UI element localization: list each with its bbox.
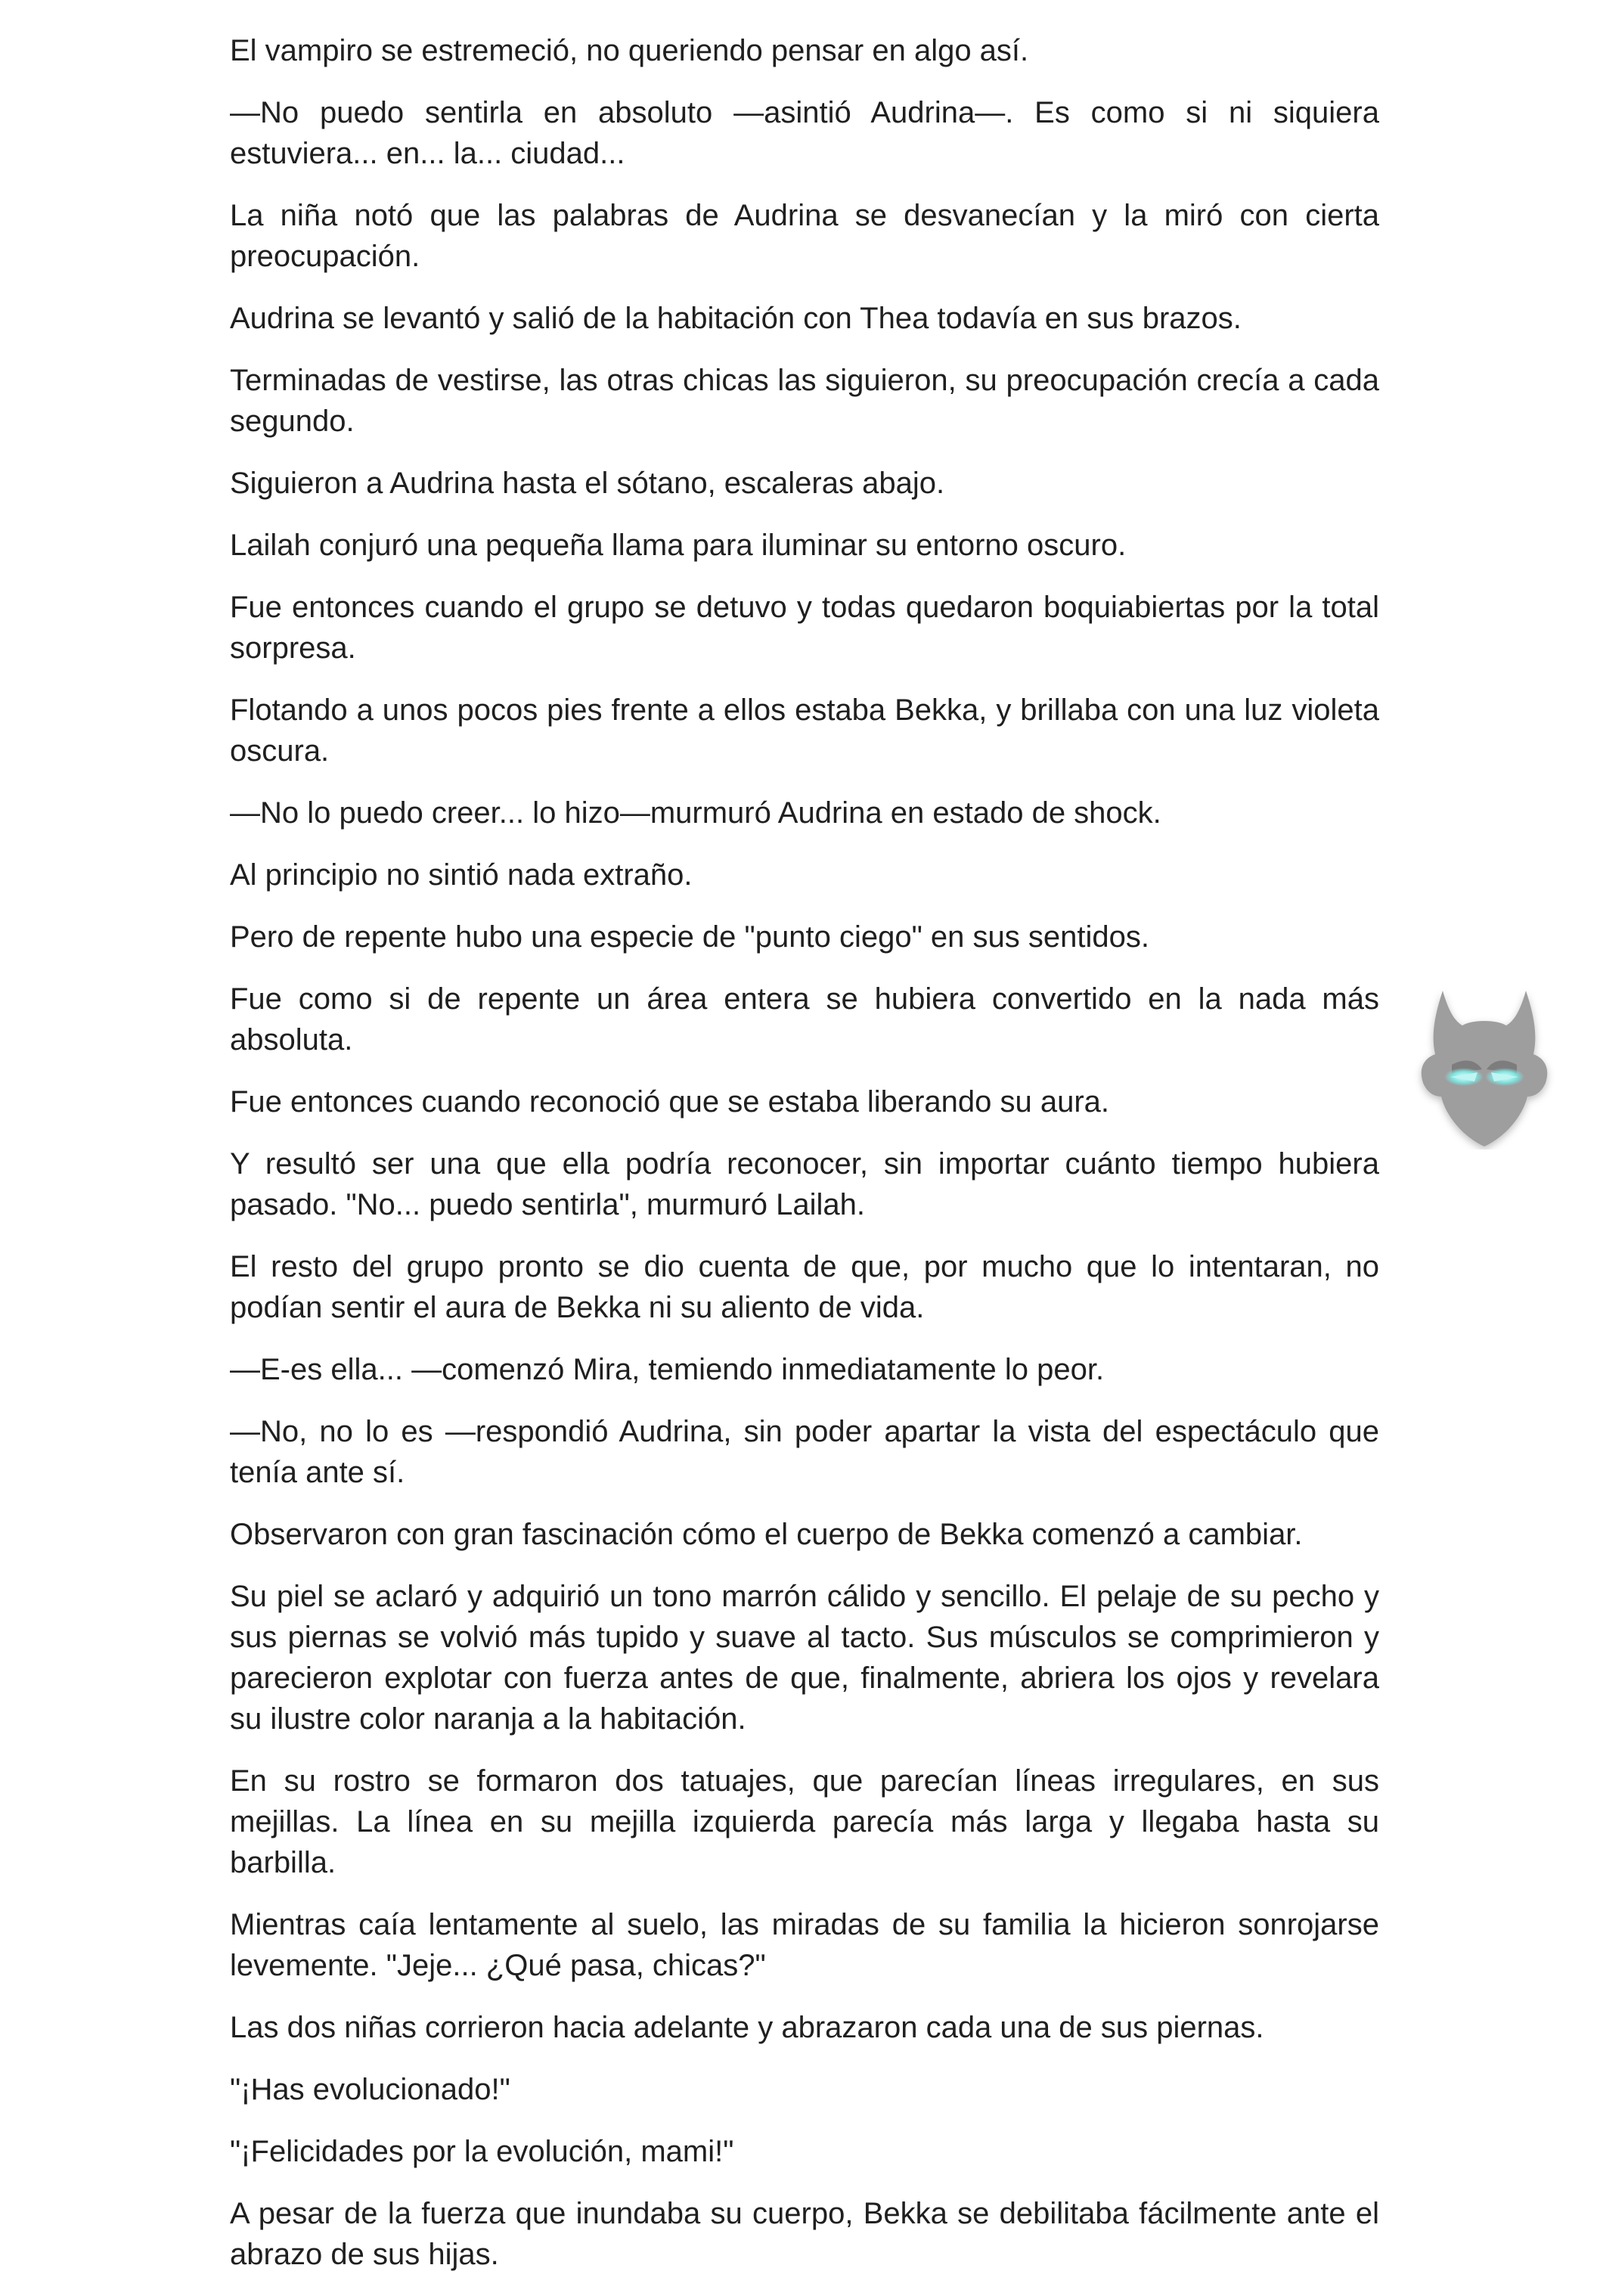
- paragraph: Su piel se aclaró y adquirió un tono marrón cálido y sencillo. El pelaje de su pecho y sus piernas se volvió más tupido y suave al tacto. Sus músculos se comprimieron y parecieron explotar con fuerza antes de que, finalmente, abriera los ojos y revelara su ilustre color naranja a la habitación.: [230, 1580, 1379, 1736]
- paragraph: En su rostro se formaron dos tatuajes, que parecían líneas irregulares, en sus mejillas. La línea en su mejilla izquierda parecía más larga y llegaba hasta su barbilla.: [230, 1764, 1379, 1879]
- text-column: [230, 30, 1379, 2296]
- paragraph: La niña notó que las palabras de Audrina se desvanecían y la miró con cierta preocupación.: [230, 199, 1379, 273]
- paragraph: Fue entonces cuando el grupo se detuvo y todas quedaron boquiabiertas por la total sorpresa.: [230, 591, 1379, 665]
- paragraph: Fue entonces cuando reconoció que se estaba liberando su aura.: [230, 1085, 1110, 1119]
- paragraph: Y resultó ser una que ella podría reconocer, sin importar cuánto tiempo hubiera pasado. "No... puedo sentirla", murmuró Lailah.: [230, 1147, 1379, 1221]
- paragraph: —No lo puedo creer... lo hizo—murmuró Audrina en estado de shock.: [230, 796, 1161, 830]
- paragraph: Terminadas de vestirse, las otras chicas las siguieron, su preocupación crecía a cada segundo.: [230, 364, 1379, 438]
- paragraph: —E-es ella... —comenzó Mira, temiendo inmediatamente lo peor.: [230, 1353, 1105, 1386]
- paragraph: Audrina se levantó y salió de la habitación con Thea todavía en sus brazos.: [230, 302, 1242, 335]
- paragraph: Al principio no sintió nada extraño.: [230, 858, 693, 892]
- paragraph: Observaron con gran fascinación cómo el cuerpo de Bekka comenzó a cambiar.: [230, 1518, 1303, 1551]
- paragraph: Siguieron a Audrina hasta el sótano, escaleras abajo.: [230, 467, 945, 500]
- paragraph: Las dos niñas corrieron hacia adelante y abrazaron cada una de sus piernas.: [230, 2011, 1264, 2044]
- paragraph: Mientras caía lentamente al suelo, las miradas de su familia la hicieron sonrojarse levemente. "Jeje... ¿Qué pasa, chicas?": [230, 1908, 1379, 1982]
- paragraph: "¡Felicidades por la evolución, mami!": [230, 2135, 734, 2168]
- paragraph: Flotando a unos pocos pies frente a ellos estaba Bekka, y brillaba con una luz violeta oscura.: [230, 693, 1379, 768]
- paragraph: El vampiro se estremeció, no queriendo pensar en algo así.: [230, 34, 1029, 67]
- paragraph: Lailah conjuró una pequeña llama para iluminar su entorno oscuro.: [230, 529, 1127, 562]
- paragraph: —No, no lo es —respondió Audrina, sin poder apartar la vista del espectáculo que tenía ante sí.: [230, 1415, 1379, 1489]
- paragraph: A pesar de la fuerza que inundaba su cuerpo, Bekka se debilitaba fácilmente ante el abrazo de sus hijas.: [230, 2197, 1379, 2271]
- paragraph: —No puedo sentirla en absoluto —asintió Audrina—. Es como si ni siquiera estuviera... en... la... ciudad...: [230, 96, 1379, 170]
- paragraph: "¡Has evolucionado!": [230, 2073, 510, 2106]
- paragraph: Pero de repente hubo una especie de "punto ciego" en sus sentidos.: [230, 920, 1149, 954]
- demon-head-icon: [1412, 976, 1556, 1150]
- paragraph: Fue como si de repente un área entera se hubiera convertido en la nada más absoluta.: [230, 982, 1379, 1056]
- paragraph: El resto del grupo pronto se dio cuenta de que, por mucho que lo intentaran, no podían sentir el aura de Bekka ni su aliento de vida.: [230, 1250, 1379, 1324]
